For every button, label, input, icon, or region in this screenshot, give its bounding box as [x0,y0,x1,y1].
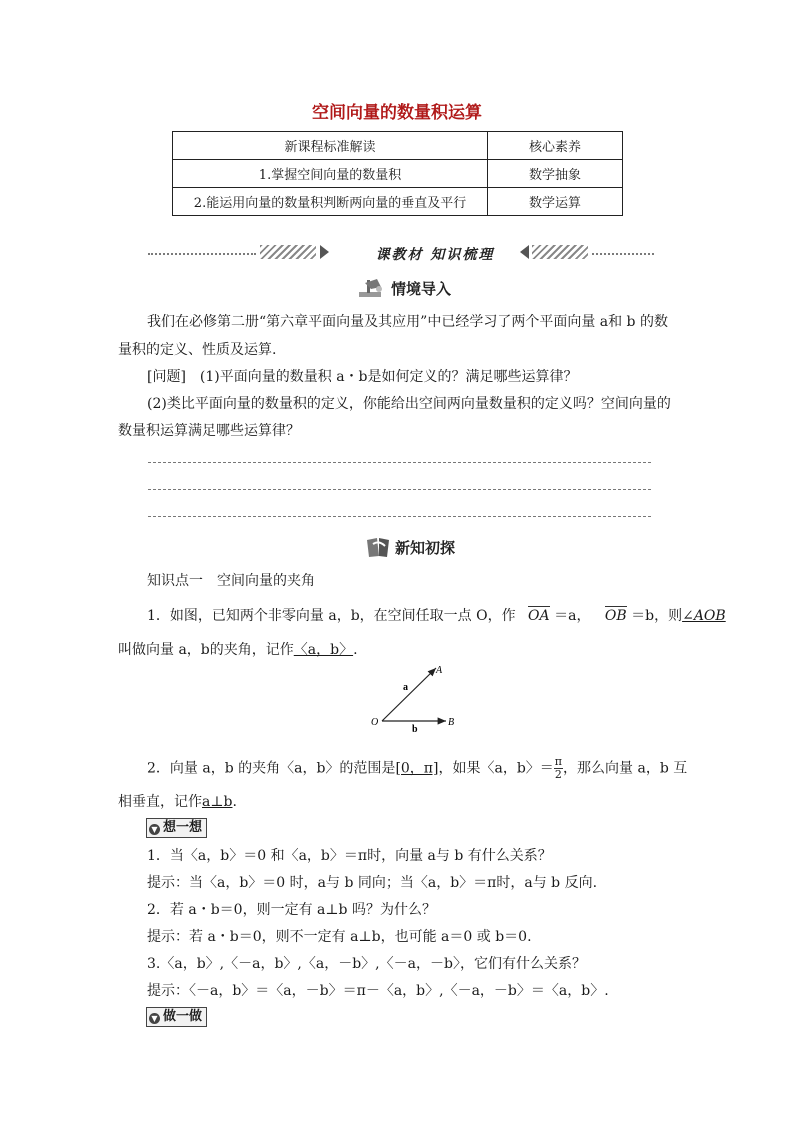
think-question-3: 3.〈a，b〉,〈－a，b〉,〈a，－b〉,〈－a，－b〉，它们有什么关系？ [147,956,586,972]
table-cell: 2.能运用向量的数量积判断两向量的垂直及平行 [173,188,488,216]
text-span: 相垂直，记作 [118,794,202,810]
point-o-label: O [371,717,379,728]
banner-dotted-line-right [592,253,654,255]
vector-a-arrow [382,668,436,721]
question-1: [问题] (1)平面向量的数量积 a・b是如何定义的？满足哪些运算律？ [147,369,578,385]
text-span: ，如果〈a，b〉＝ [438,760,554,777]
table-cell: 数学运算 [488,188,623,216]
section-title: 新知初探 [395,539,456,557]
vector-b-label: b [412,724,418,732]
banner-dotted-line-left [148,253,256,255]
answer-line [148,489,651,490]
vector-angle-figure [368,660,464,732]
angle-range: [0，π] [395,760,439,777]
think-tag-label: 想一想 [163,820,203,835]
kp1-paragraph-2 [147,756,687,781]
table-header-cell: 核心素养 [488,132,623,160]
kp1-paragraph-2-line-2 [118,791,237,811]
chevron-down-icon: ▼ [149,824,160,835]
vector-oa: OA [528,608,550,624]
banner-arrow-left-icon [520,245,529,259]
think-question-2: 2．若 a・b＝0，则一定有 a⊥b 吗？为什么？ [147,902,436,918]
banner-stripe-right [532,245,588,259]
banner-title: 课教材 知识梳理 [375,247,495,263]
book-icon [365,536,393,558]
banner-arrow-right-icon [320,245,329,259]
angle-aob: ∠AOB [682,608,726,624]
table-cell: 1.掌握空间向量的数量积 [173,160,488,188]
text-span: 叫做向量 a，b的夹角，记作 [118,642,294,658]
text-span: 1．如图，已知两个非零向量 a，b，在空间任取一点 O，作 [147,608,516,624]
question-2-line-1: (2)类比平面向量的数量积的定义，你能给出空间两向量数量积的定义吗？空间向量的 [147,396,671,412]
table-cell: 数学抽象 [488,160,623,188]
table-header-row [173,132,623,160]
section-title: 情境导入 [391,280,452,298]
intro-line-1: 我们在必修第二册“第六章平面向量及其应用”中已经学习了两个平面向量 a和 b 的数 [147,314,668,330]
intro-line-2: 量积的定义、性质及运算. [118,342,277,358]
text-span: ，那么向量 a，b 互 [563,760,688,777]
lamp-icon [357,277,387,299]
text-span: ＝b，则 [631,608,683,624]
vector-ob: OB [604,608,627,624]
table-header-cell: 新课程标准解读 [173,132,488,160]
fraction-denominator: 2 [554,768,562,781]
do-tag [146,1007,207,1027]
think-answer-3: 提示：〈－a，b〉＝〈a，－b〉＝π－〈a，b〉,〈－a，－b〉＝〈a，b〉. [147,983,609,999]
page-title: 空间向量的数量积运算 [312,103,482,123]
fraction-pi-over-2 [554,756,563,781]
think-answer-1: 提示：当〈a，b〉＝0 时，a与 b 同向；当〈a，b〉＝π时，a与 b 反向. [147,875,598,891]
fraction-numerator: π [554,755,563,768]
table-row [173,188,623,216]
kp1-paragraph-1-line-2 [118,639,358,659]
vector-a-label: a [403,682,408,693]
answer-line [148,516,651,517]
kp1-paragraph-1 [147,605,726,625]
question-2-line-2: 数量积运算满足哪些运算律？ [118,423,300,439]
perpendicular-notation: a⊥b [202,794,233,810]
answer-line [148,462,651,463]
think-answer-2: 提示：若 a・b＝0，则不一定有 a⊥b，也可能 a＝0 或 b＝0. [147,929,532,945]
table-row [173,160,623,188]
text-span: 2．向量 a，b 的夹角〈a，b〉的范围是 [147,760,396,777]
think-question-1: 1．当〈a，b〉＝0 和〈a，b〉＝π时，向量 a与 b 有什么关系？ [147,848,552,864]
text-span: . [232,794,237,810]
do-tag-label: 做一做 [163,1009,203,1024]
chevron-down-icon: ▼ [149,1013,160,1024]
text-span: ＝a， [554,608,591,624]
text-span: . [353,642,358,658]
point-b-label: B [448,717,455,728]
banner-stripe-left [260,245,316,259]
standards-table [172,131,623,216]
angle-notation: 〈a，b〉 [293,642,354,658]
section-banner [148,240,654,268]
point-a-label: A [436,665,443,676]
think-tag [146,818,207,838]
knowledge-point-title: 知识点一 空间向量的夹角 [147,573,315,589]
